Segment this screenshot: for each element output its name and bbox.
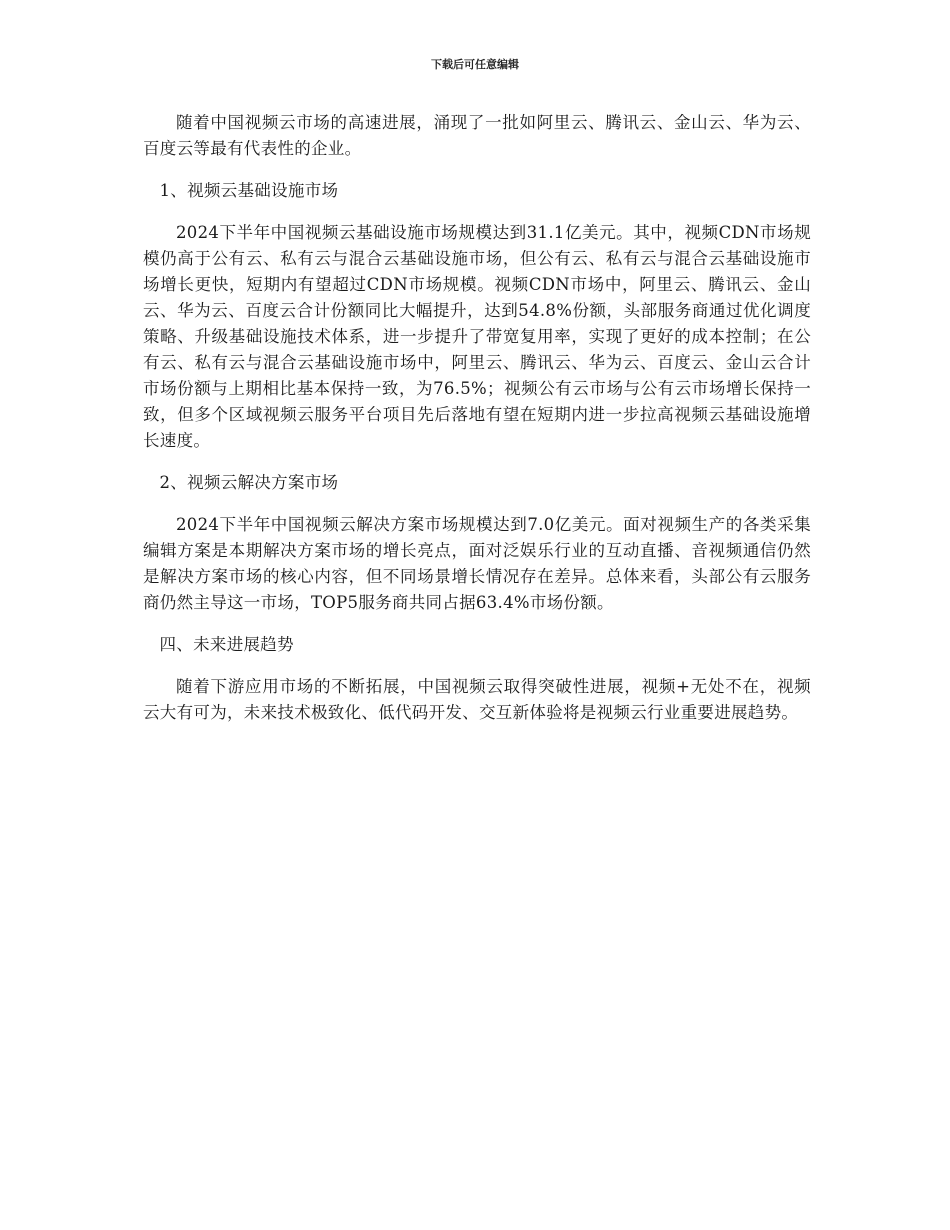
- trends-paragraph: 随着下游应用市场的不断拓展，中国视频云取得突破性进展，视频+无处不在，视频云大有可为，未来技术极致化、低代码开发、交互新体验将是视频云行业重要进展趋势。: [143, 677, 811, 722]
- infrastructure-paragraph: 2024下半年中国视频云基础设施市场规模达到31.1亿美元。其中，视频CDN市场规模仍高于公有云、私有云与混合云基础设施市场，但公有云、私有云与混合云基础设施市场增长更快，短期内有望超过CDN市场规模。视频CDN市场中，阿里云、腾讯云、金山云、华为云、百度云合计份额同比大幅提升，达到54.8%份额，头部服务商通过优化调度策略、升级基础设施技术体系，进一步提升了带宽复用率，实现了更好的成本控制；在公有云、私有云与混合云基础设施市场中，阿里云、腾讯云、华为云、百度云、金山云合计市场份额与上期相比基本保持一致，为76.5%；视频公有云市场与公有云市场增长保持一致，但多个区域视频云服务平台项目先后落地有望在短期内进一步拉高视频云基础设施增长速度。: [143, 223, 811, 450]
- section-heading-trends: 四、未来进展趋势: [159, 635, 294, 654]
- section-heading-solutions: 2、视频云解决方案市场: [159, 473, 339, 492]
- document-body: [143, 110, 811, 742]
- intro-paragraph: 随着中国视频云市场的高速进展，涌现了一批如阿里云、腾讯云、金山云、华为云、百度云等最有代表性的企业。: [143, 113, 811, 158]
- solutions-paragraph: 2024下半年中国视频云解决方案市场规模达到7.0亿美元。面对视频生产的各类采集编辑方案是本期解决方案市场的增长亮点，面对泛娱乐行业的互动直播、音视频通信仍然是解决方案市场的核心内容，但不同场景增长情况存在差异。总体来看，头部公有云服务商仍然主导这一市场，TOP5服务商共同占据63.4%市场份额。: [143, 515, 811, 612]
- section-heading-infrastructure: 1、视频云基础设施市场: [159, 181, 339, 200]
- page-header: 下载后可任意编辑: [431, 58, 519, 71]
